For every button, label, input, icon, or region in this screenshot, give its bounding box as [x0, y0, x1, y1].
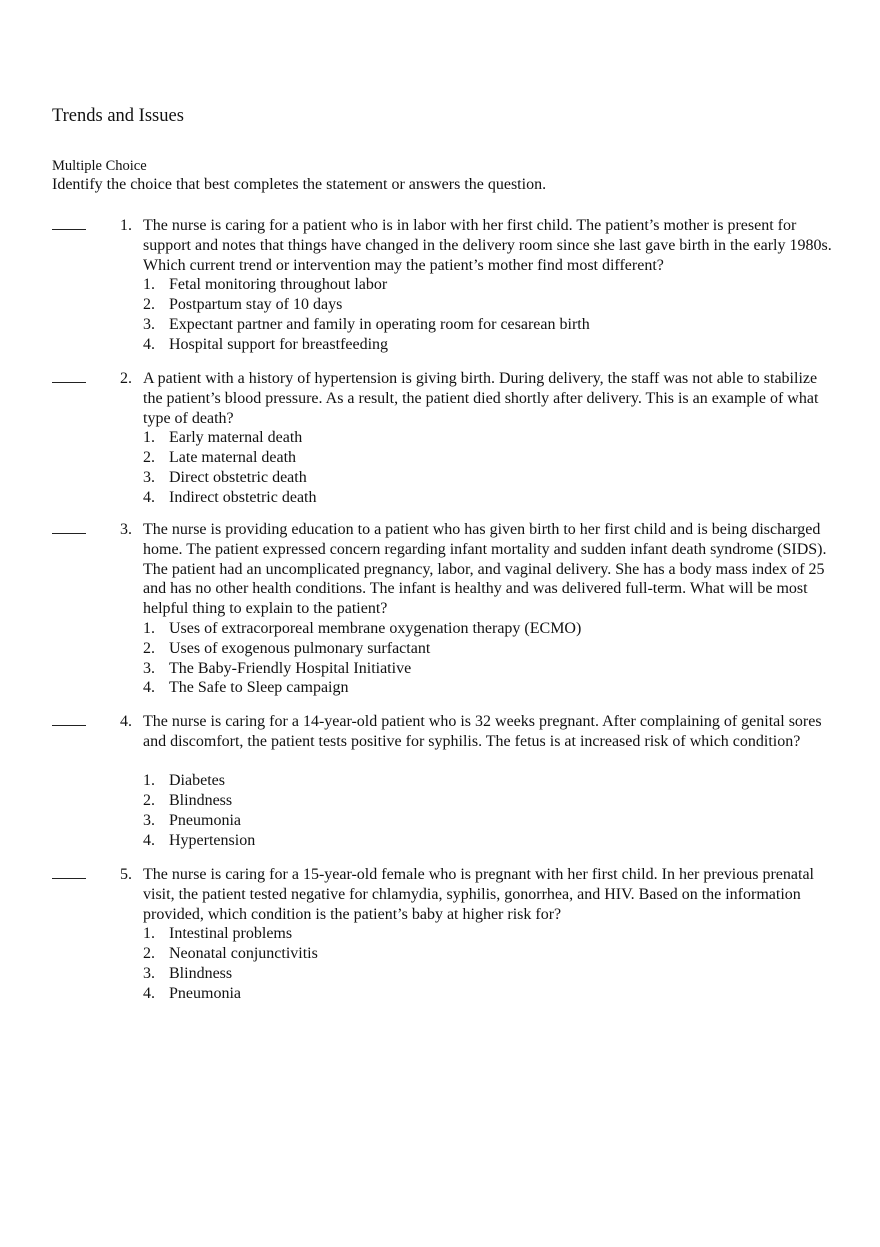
- question-number: 5.: [120, 866, 132, 883]
- option-number: 3.: [143, 468, 155, 486]
- option-number: 2.: [143, 296, 155, 314]
- option-list: [143, 619, 833, 698]
- option-text: Uses of extracorporeal membrane oxygenation therapy (ECMO): [169, 620, 582, 637]
- option-number: 1.: [143, 620, 155, 637]
- option-text: Pneumonia: [169, 811, 241, 829]
- question-stem: The nurse is providing education to a patient who has given birth to her first child and is being discharged home. The patient expressed concern regarding infant mortality and sudden infant death syndrome (SIDS). The patient had an uncomplicated pregnancy, labor, and vaginal delivery. She has a body mass index of 25 and has no other health conditions. The infant is healthy and was delivered full-term. What will be most helpful thing to explain to the patient?: [143, 521, 827, 618]
- option-number: 2.: [143, 945, 155, 963]
- option-text: Late maternal death: [169, 449, 297, 467]
- option-item: [143, 944, 833, 964]
- option-number: 1.: [143, 925, 155, 943]
- answer-blank[interactable]: [52, 878, 86, 879]
- option-number: 2.: [143, 449, 155, 467]
- question-number: 4.: [120, 713, 132, 730]
- answer-blank[interactable]: [52, 725, 86, 726]
- option-item: [143, 335, 833, 355]
- option-text: Expectant partner and family in operating room for cesarean birth: [169, 315, 590, 333]
- option-text: Hospital support for breastfeeding: [169, 335, 389, 353]
- option-list: [143, 275, 833, 354]
- option-text: Blindness: [169, 964, 233, 982]
- option-text: Blindness: [169, 792, 233, 810]
- option-number: 1.: [143, 772, 155, 790]
- option-item: [143, 295, 833, 315]
- option-text: Neonatal conjunctivitis: [169, 945, 318, 963]
- option-item: [143, 639, 833, 659]
- option-text: Direct obstetric death: [169, 468, 307, 486]
- option-text: Postpartum stay of 10 days: [169, 296, 343, 314]
- option-text: Intestinal problems: [169, 925, 293, 943]
- option-item: [143, 924, 833, 944]
- option-number: 3.: [143, 964, 155, 982]
- option-item: [143, 428, 833, 448]
- answer-blank[interactable]: [52, 533, 86, 534]
- option-item: [143, 984, 833, 1004]
- question-number: 3.: [120, 521, 132, 538]
- option-number: 1.: [143, 429, 155, 447]
- question-stem: The nurse is caring for a 14-year-old patient who is 32 weeks pregnant. After complaining of genital sores and discomfort, the patient tests positive for syphilis. The fetus is at increased risk of which condition?: [143, 713, 822, 750]
- option-list: [143, 428, 833, 507]
- option-text: Diabetes: [169, 772, 225, 790]
- option-list: [143, 924, 833, 1003]
- option-item: [143, 619, 833, 639]
- option-text: The Safe to Sleep campaign: [169, 679, 349, 697]
- option-number: 4.: [143, 831, 155, 849]
- option-text: Uses of exogenous pulmonary surfactant: [169, 639, 431, 657]
- option-item: [143, 678, 833, 698]
- option-number: 3.: [143, 659, 155, 677]
- option-text: Pneumonia: [169, 984, 241, 1002]
- option-number: 4.: [143, 679, 155, 697]
- option-item: [143, 468, 833, 488]
- option-number: 2.: [143, 639, 155, 657]
- answer-blank[interactable]: [52, 229, 86, 230]
- question-stem: A patient with a history of hypertension is giving birth. During delivery, the staff was not able to stabilize the patient’s blood pressure. As a result, the patient died shortly after delivery. This is an example of what type of death?: [143, 370, 819, 427]
- question-number: 2.: [120, 370, 132, 387]
- option-item: [143, 659, 833, 679]
- option-text: The Baby-Friendly Hospital Initiative: [169, 659, 412, 677]
- option-item: [143, 831, 833, 851]
- option-text: Hypertension: [169, 831, 256, 849]
- option-number: 4.: [143, 984, 155, 1002]
- answer-blank[interactable]: [52, 382, 86, 383]
- option-item: [143, 488, 833, 508]
- question-stem: The nurse is caring for a 15-year-old female who is pregnant with her first child. In her previous prenatal visit, the patient tested negative for chlamydia, syphilis, gonorrhea, and HIV. Based on the information provided, which condition is the patient’s baby at higher risk for?: [143, 866, 814, 923]
- option-item: [143, 275, 833, 295]
- page-title: Trends and Issues: [52, 106, 184, 126]
- option-item: [143, 315, 833, 335]
- option-text: Early maternal death: [169, 429, 303, 447]
- option-item: [143, 791, 833, 811]
- option-number: 1.: [143, 276, 155, 294]
- option-number: 4.: [143, 488, 155, 506]
- question-number: 1.: [120, 217, 132, 234]
- section-label: Multiple Choice: [52, 158, 147, 174]
- question-stem: The nurse is caring for a patient who is in labor with her first child. The patient’s mother is present for support and notes that things have changed in the delivery room since she last gave birth in the early 1980s. Which current trend or intervention may the patient’s mother find most different?: [143, 217, 832, 274]
- instructions-text: Identify the choice that best completes the statement or answers the question.: [52, 176, 547, 193]
- option-item: [143, 771, 833, 791]
- option-item: [143, 448, 833, 468]
- option-item: [143, 811, 833, 831]
- option-number: 4.: [143, 335, 155, 353]
- option-number: 3.: [143, 811, 155, 829]
- option-number: 2.: [143, 792, 155, 810]
- option-item: [143, 964, 833, 984]
- option-number: 3.: [143, 315, 155, 333]
- option-text: Indirect obstetric death: [169, 488, 317, 506]
- option-text: Fetal monitoring throughout labor: [169, 276, 388, 294]
- option-list: [143, 771, 833, 850]
